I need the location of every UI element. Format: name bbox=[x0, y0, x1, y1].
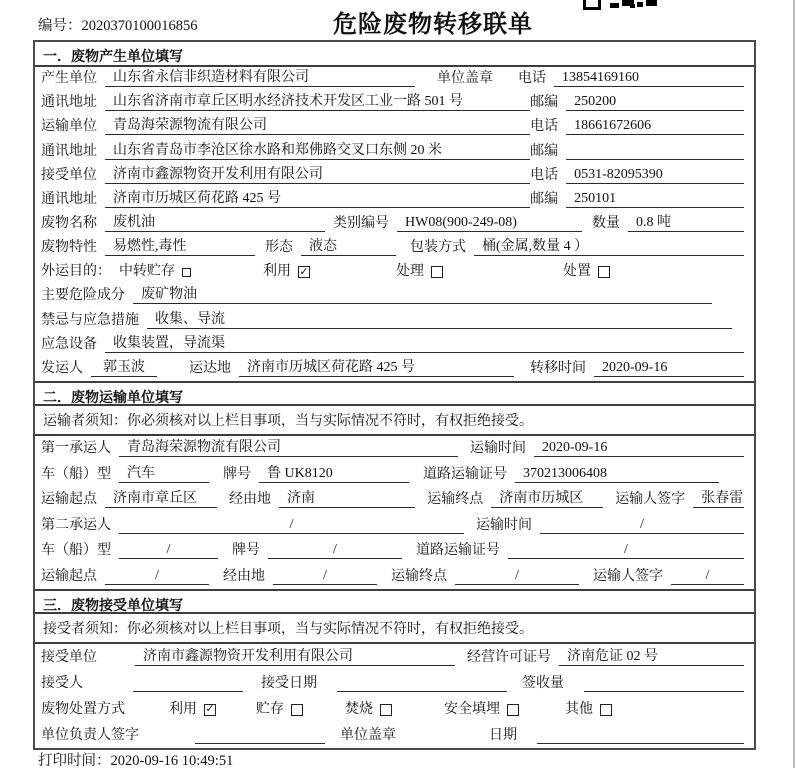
plate-label: 牌号 bbox=[232, 543, 260, 559]
print-time: 打印时间：2020-09-16 10:49:51 bbox=[38, 753, 234, 769]
endpoint-label: 运输终点 bbox=[427, 492, 484, 508]
unit-signer-label: 单位负责人签字 bbox=[41, 727, 139, 743]
row-producer bbox=[35, 67, 754, 91]
character-value: 易燃性,毒性 bbox=[105, 235, 255, 256]
manifest-form-table bbox=[33, 40, 756, 750]
seal-label: 单位盖章 bbox=[437, 71, 493, 87]
carrier-sign-label: 运输人签字 bbox=[593, 568, 663, 584]
option-label: 贮存 bbox=[256, 701, 284, 717]
option-label: 利用 bbox=[169, 701, 197, 717]
plate-value: 鲁 UK8120 bbox=[259, 462, 409, 483]
phone-value: 18661672606 bbox=[566, 118, 744, 135]
checkbox-icon bbox=[380, 704, 392, 716]
checkbox-icon bbox=[431, 266, 443, 278]
vehicle-type-label: 车（船）型 bbox=[41, 543, 111, 559]
option-label: 焚烧 bbox=[345, 701, 373, 717]
zip-label: 邮编 bbox=[530, 143, 559, 159]
zip-label: 邮编 bbox=[530, 95, 559, 111]
date-label: 日期 bbox=[489, 727, 517, 743]
carrier-value: / bbox=[119, 517, 464, 534]
section3-title: 三．废物接受单位填写 bbox=[35, 589, 754, 614]
row-route-1 bbox=[35, 487, 754, 513]
operate-license-value: 济南危证 02 号 bbox=[559, 645, 744, 666]
row-receiver bbox=[35, 164, 754, 188]
address-value: 山东省济南市章丘区明水经济技术开发区工业一路 501 号 bbox=[105, 90, 530, 111]
receiver-value: 济南市鑫源物资开发利用有限公司 bbox=[105, 163, 530, 184]
row-accept-unit bbox=[35, 644, 754, 670]
section2-title: 二．废物运输单位填写 bbox=[35, 381, 754, 406]
vehicle-type-value: 汽车 bbox=[119, 462, 209, 483]
transporter-value: 青岛海荣源物流有限公司 bbox=[105, 114, 530, 135]
accept-date-label: 接受日期 bbox=[261, 675, 317, 691]
address-label: 通讯地址 bbox=[41, 143, 97, 159]
row-transporter-address bbox=[35, 139, 754, 163]
hazard-value: 废矿物油 bbox=[133, 283, 712, 304]
row-transporter bbox=[35, 115, 754, 139]
address-label: 通讯地址 bbox=[41, 191, 97, 207]
row-hazard bbox=[35, 284, 754, 308]
unit-signer-value bbox=[195, 727, 325, 744]
phone-label: 电话 bbox=[518, 71, 546, 87]
plate-value: / bbox=[268, 542, 402, 559]
recipient-label: 接受人 bbox=[41, 675, 83, 691]
plate-label: 牌号 bbox=[223, 466, 251, 482]
zip-value: 250200 bbox=[566, 94, 744, 111]
via-value: 济南 bbox=[279, 487, 415, 508]
destination-value: 济南市历城区荷花路 425 号 bbox=[239, 356, 514, 377]
packing-label: 包装方式 bbox=[410, 240, 466, 256]
zip-value: 250101 bbox=[566, 191, 744, 208]
page-title: 危险废物转移联单 bbox=[333, 12, 533, 38]
transport-time-label: 运输时间 bbox=[476, 517, 532, 533]
taboo-label: 禁忌与应急措施 bbox=[41, 312, 139, 328]
row-disposal-method bbox=[35, 696, 754, 722]
purpose-option-storage bbox=[119, 260, 191, 280]
qr-code-icon bbox=[583, 0, 659, 10]
road-license-label: 道路运输证号 bbox=[423, 466, 507, 482]
transport-time-value: 2020-09-16 bbox=[534, 440, 744, 457]
equipment-label: 应急设备 bbox=[41, 336, 97, 352]
vehicle-type-label: 车（船）型 bbox=[41, 466, 111, 482]
checkbox-icon bbox=[291, 704, 303, 716]
category-value: HW08(900-249-08) bbox=[397, 215, 582, 232]
quantity-value: 0.8 吨 bbox=[628, 211, 744, 232]
checkbox-icon bbox=[204, 704, 216, 716]
road-license-label: 道路运输证号 bbox=[416, 543, 500, 559]
option-label: 其他 bbox=[565, 701, 593, 717]
producer-label: 产生单位 bbox=[41, 71, 97, 87]
disposal-option-store bbox=[256, 698, 303, 718]
accept-unit-value: 济南市鑫源物资开发利用有限公司 bbox=[135, 645, 455, 666]
option-label: 安全填埋 bbox=[444, 701, 500, 717]
disposal-option-landfill bbox=[444, 698, 519, 718]
checkbox-icon bbox=[507, 704, 519, 716]
sign-amount-label: 签收量 bbox=[522, 675, 564, 691]
transporter-label: 运输单位 bbox=[41, 119, 97, 135]
operate-license-label: 经营许可证号 bbox=[467, 649, 551, 665]
disposal-option-use bbox=[169, 698, 216, 718]
endpoint-value: 济南市历城区 bbox=[491, 487, 603, 508]
window-right-edge bbox=[793, 0, 795, 768]
phone-label: 电话 bbox=[530, 167, 559, 183]
consignor-label: 发运人 bbox=[41, 360, 83, 376]
transfer-time-value: 2020-09-16 bbox=[594, 360, 744, 377]
origin-value: 济南市章丘区 bbox=[105, 487, 217, 508]
accept-date-value bbox=[337, 675, 507, 692]
endpoint-label: 运输终点 bbox=[391, 568, 447, 584]
transport-time-value: / bbox=[540, 517, 744, 534]
purpose-option-treat bbox=[396, 260, 443, 280]
receiver-notice: 接受者须知：你必须核对以上栏目事项，当与实际情况不符时，有权拒绝接受。 bbox=[35, 614, 754, 644]
address-value: 山东省青岛市李沧区徐水路和郑佛路交叉口东侧 20 米 bbox=[105, 139, 530, 160]
carrier-sign-label: 运输人签字 bbox=[615, 492, 686, 508]
purpose-option-use bbox=[263, 260, 310, 280]
phone-label: 电话 bbox=[530, 119, 559, 135]
via-value: / bbox=[273, 568, 377, 585]
row-purpose bbox=[35, 260, 754, 284]
packing-value: 桶(金属,数量 4 ） bbox=[474, 235, 744, 256]
via-label: 经由地 bbox=[228, 492, 271, 508]
option-label: 中转贮存 bbox=[119, 264, 175, 280]
receiver-label: 接受单位 bbox=[41, 167, 97, 183]
row-recipient bbox=[35, 670, 754, 696]
row-receiver-address bbox=[35, 188, 754, 212]
carrier-sign-value: 张春雷 bbox=[693, 487, 744, 508]
carrier-value: 青岛海荣源物流有限公司 bbox=[119, 436, 458, 457]
serial-number: 编号：2020370100016856 bbox=[38, 18, 198, 34]
zip-label: 邮编 bbox=[530, 191, 559, 207]
row-first-carrier bbox=[35, 436, 754, 462]
equipment-value: 收集装置，导流渠 bbox=[105, 332, 744, 353]
road-license-value: / bbox=[508, 542, 744, 559]
zip-value bbox=[566, 143, 744, 160]
date-value bbox=[537, 727, 744, 744]
row-consignor bbox=[35, 357, 754, 381]
option-label: 处置 bbox=[563, 264, 591, 280]
origin-label: 运输起点 bbox=[41, 568, 97, 584]
purpose-option-dispose bbox=[563, 260, 610, 280]
phone-value: 0531-82095390 bbox=[566, 167, 744, 184]
section1-title: 一．废物产生单位填写 bbox=[35, 42, 754, 67]
disposal-label: 废物处置方式 bbox=[41, 701, 125, 717]
checkbox-icon bbox=[598, 266, 610, 278]
via-label: 经由地 bbox=[223, 568, 265, 584]
recipient-value bbox=[133, 675, 243, 692]
consignor-value: 郭玉波 bbox=[91, 356, 157, 377]
row-vehicle-1 bbox=[35, 461, 754, 487]
category-label: 类别编号 bbox=[333, 215, 389, 231]
checkbox-icon bbox=[182, 268, 191, 277]
carrier-label: 第二承运人 bbox=[41, 517, 111, 533]
taboo-value: 收集、导流 bbox=[147, 308, 732, 329]
row-route-2 bbox=[35, 563, 754, 589]
address-value: 济南市历城区荷花路 425 号 bbox=[105, 187, 530, 208]
unit-seal-label: 单位盖章 bbox=[340, 727, 396, 743]
hazard-label: 主要危险成分 bbox=[41, 288, 125, 304]
origin-label: 运输起点 bbox=[41, 492, 97, 508]
transporter-notice: 运输者须知：你必须核对以上栏目事项，当与实际情况不符时，有权拒绝接受。 bbox=[35, 406, 754, 436]
origin-value: / bbox=[105, 568, 209, 585]
checkbox-icon bbox=[600, 704, 612, 716]
form-label: 形态 bbox=[265, 240, 293, 256]
accept-unit-label: 接受单位 bbox=[41, 649, 97, 665]
carrier-label: 第一承运人 bbox=[41, 441, 111, 457]
form-value: 液态 bbox=[301, 235, 396, 256]
carrier-sign-value: / bbox=[671, 568, 744, 585]
endpoint-value: / bbox=[455, 568, 579, 585]
waste-name-label: 废物名称 bbox=[41, 215, 97, 231]
row-waste-name bbox=[35, 212, 754, 236]
destination-label: 运达地 bbox=[189, 360, 231, 376]
disposal-option-burn bbox=[345, 698, 392, 718]
row-unit-signature bbox=[35, 722, 754, 748]
row-vehicle-2 bbox=[35, 538, 754, 564]
sign-amount-value bbox=[584, 675, 744, 692]
checkbox-icon bbox=[298, 266, 310, 278]
row-producer-address bbox=[35, 91, 754, 115]
producer-value: 山东省永信非织造材料有限公司 bbox=[105, 66, 415, 87]
purpose-label: 外运目的： bbox=[41, 264, 111, 280]
road-license-value: 370213006408 bbox=[515, 466, 719, 483]
transfer-time-label: 转移时间 bbox=[530, 360, 586, 376]
row-second-carrier bbox=[35, 512, 754, 538]
phone-value: 13854169160 bbox=[554, 70, 744, 87]
option-label: 处理 bbox=[396, 264, 424, 280]
row-taboo bbox=[35, 308, 754, 332]
character-label: 废物特性 bbox=[41, 240, 97, 256]
address-label: 通讯地址 bbox=[41, 95, 97, 111]
waste-name-value: 废机油 bbox=[105, 211, 325, 232]
row-waste-character bbox=[35, 236, 754, 260]
quantity-label: 数量 bbox=[592, 215, 620, 231]
disposal-option-other bbox=[565, 698, 612, 718]
option-label: 利用 bbox=[263, 264, 291, 280]
transport-time-label: 运输时间 bbox=[470, 441, 526, 457]
vehicle-type-value: / bbox=[119, 542, 218, 559]
row-equipment bbox=[35, 333, 754, 357]
